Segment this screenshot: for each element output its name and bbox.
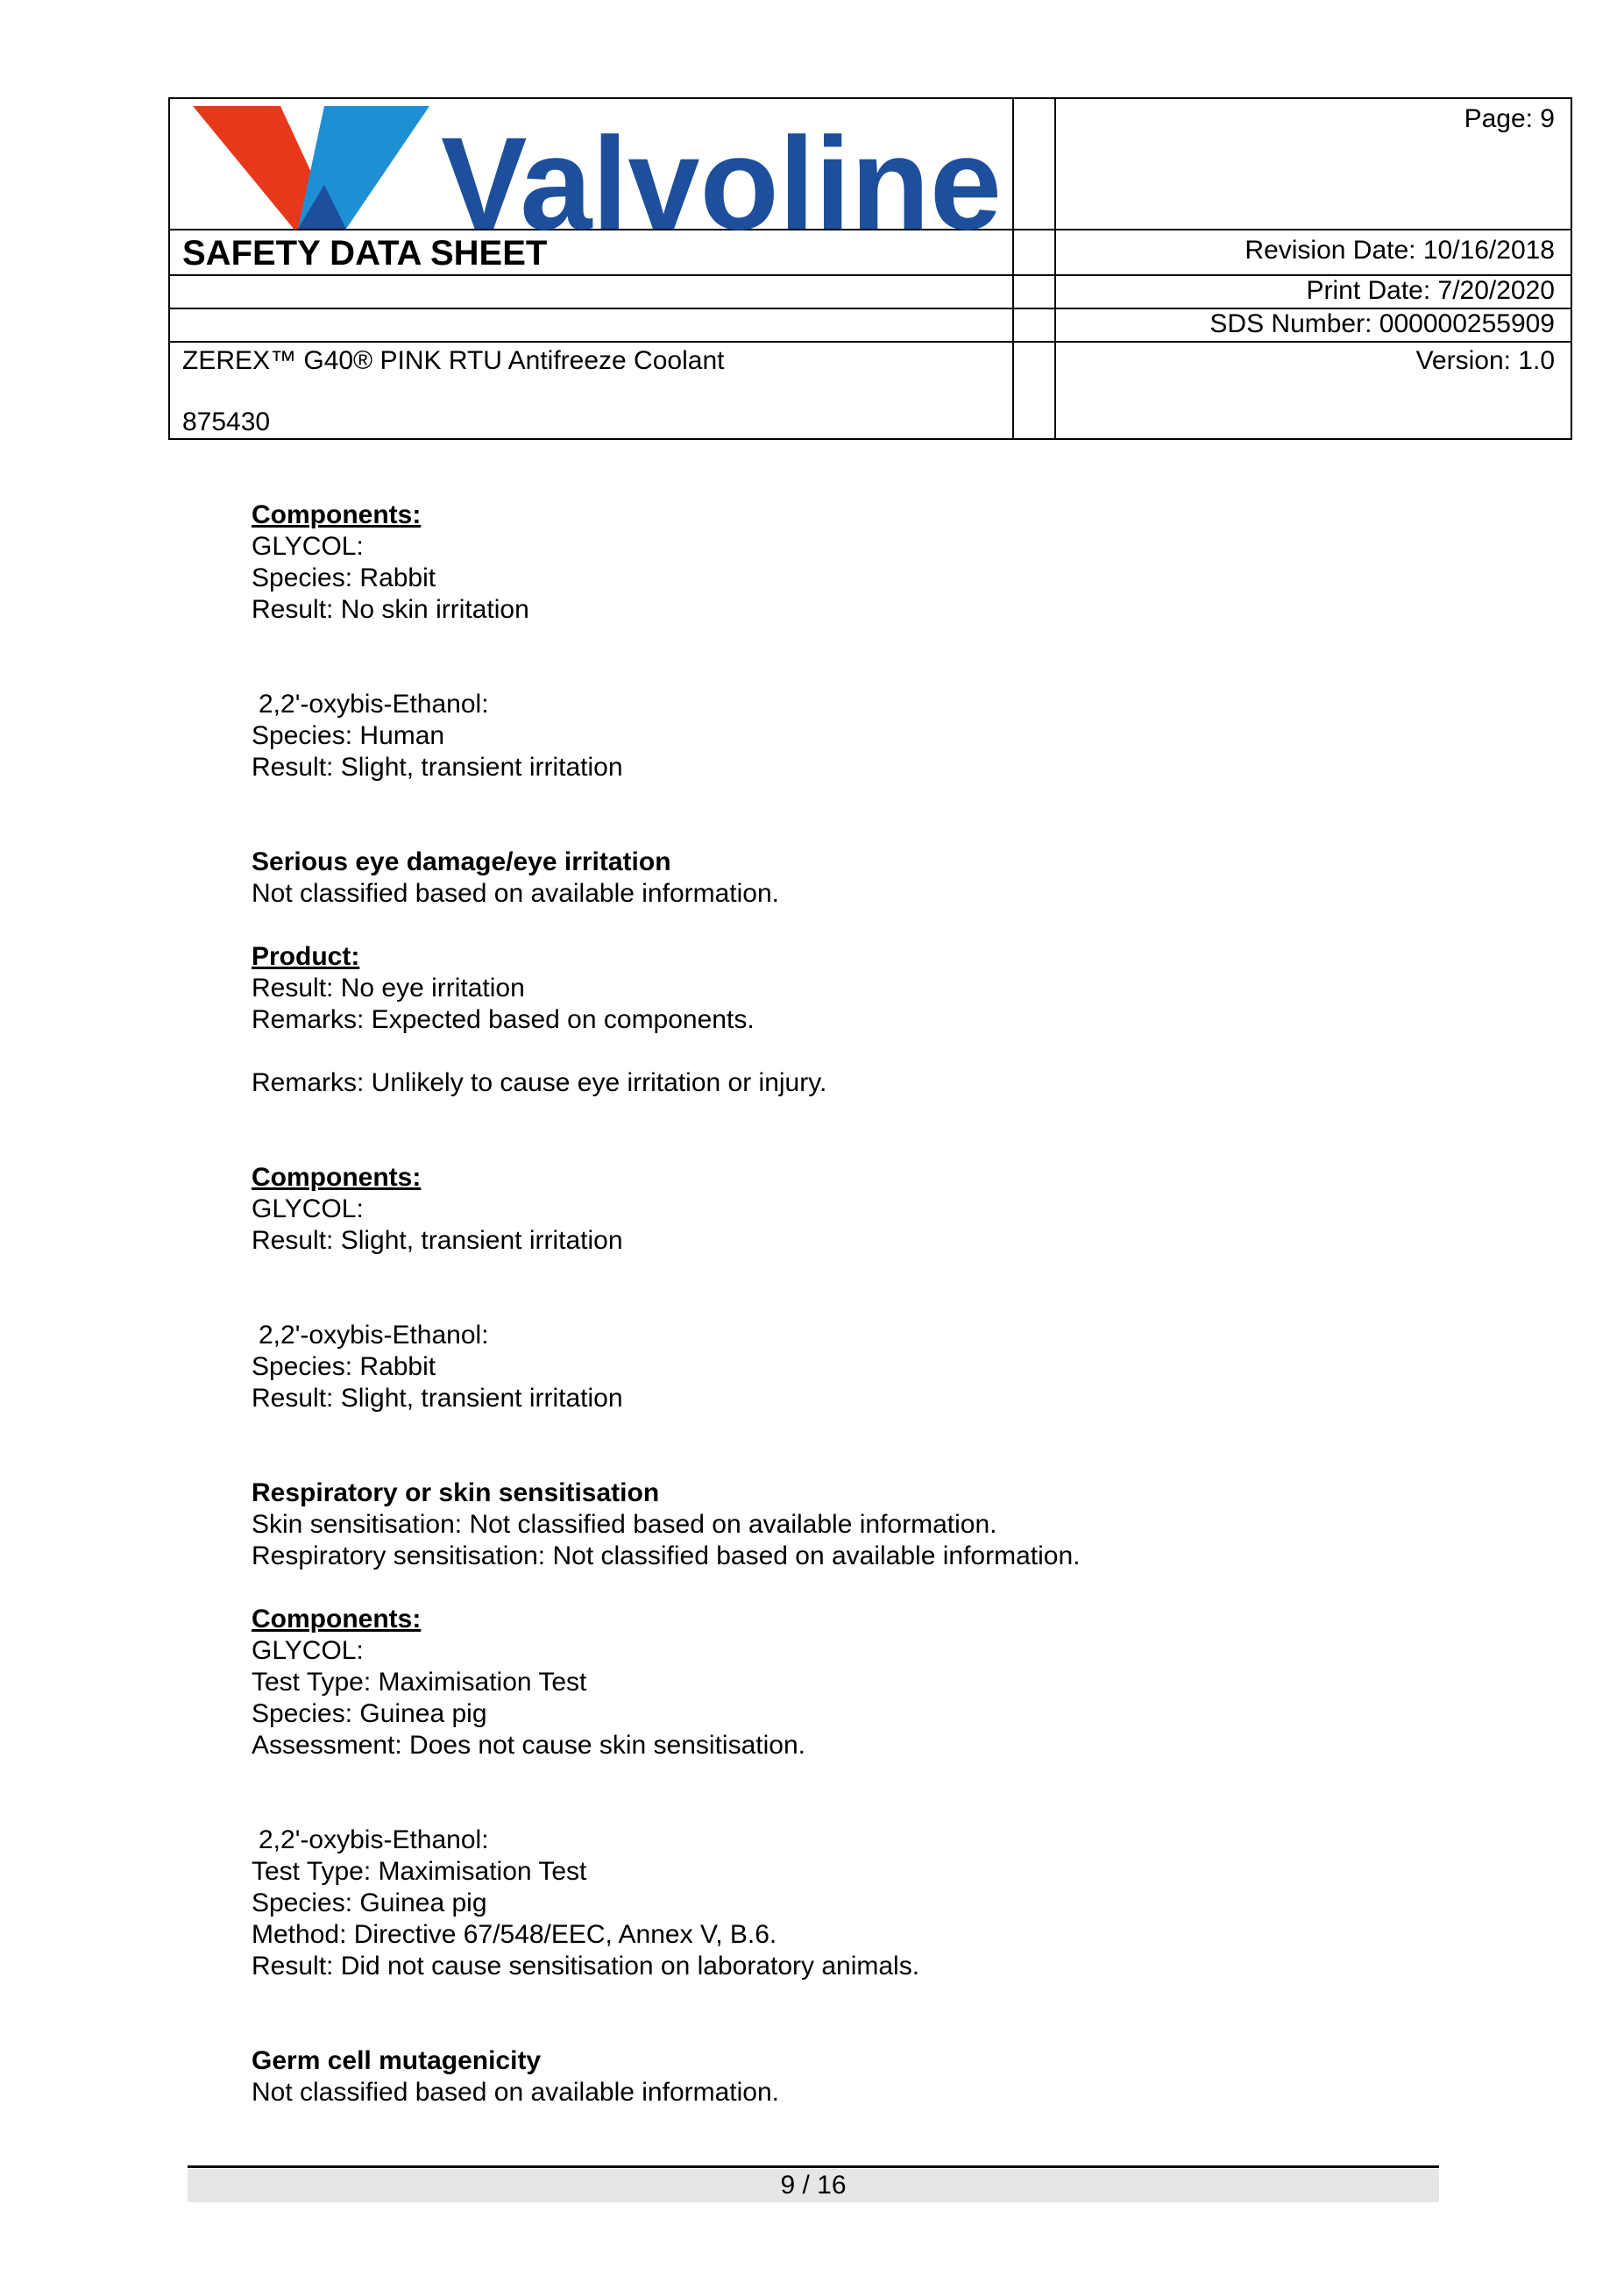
- component-name: 2,2'-oxybis-Ethanol:: [259, 1825, 489, 1854]
- header-spacer-3: [1013, 275, 1055, 308]
- classification: Not classified based on available information.: [252, 2078, 780, 2107]
- components-heading: Components:: [252, 500, 422, 529]
- sensitisation-section: [252, 1478, 1549, 1982]
- header-spacer-5: [1013, 342, 1055, 439]
- page-number: Page: 9: [1055, 98, 1571, 230]
- revision-date: Revision Date: 10/16/2018: [1055, 230, 1571, 275]
- species: Species: Rabbit: [252, 563, 436, 592]
- component-name: 2,2'-oxybis-Ethanol:: [259, 690, 489, 719]
- test-type: Test Type: Maximisation Test: [252, 1668, 587, 1697]
- respiratory-sensitisation: Respiratory sensitisation: Not classified based on available information.: [252, 1541, 1081, 1570]
- print-date: Print Date: 7/20/2020: [1055, 275, 1571, 308]
- header-spacer-2: [1013, 230, 1055, 275]
- header-spacer-1: [1013, 98, 1055, 230]
- species: Species: Human: [252, 721, 445, 750]
- component-name: GLYCOL:: [252, 532, 364, 561]
- result: Result: Did not cause sensitisation on laboratory animals.: [252, 1952, 920, 1981]
- section-heading: Respiratory or skin sensitisation: [252, 1478, 660, 1507]
- species: Species: Guinea pig: [252, 1699, 487, 1728]
- sds-number: SDS Number: 000000255909: [1055, 308, 1571, 342]
- species: Species: Guinea pig: [252, 1889, 487, 1917]
- valvoline-logo: [193, 102, 1008, 231]
- section-heading: Serious eye damage/eye irritation: [252, 847, 671, 876]
- result: Result: Slight, transient irritation: [252, 1226, 623, 1255]
- footer-divider: [188, 2165, 1439, 2168]
- product-info: [169, 342, 1013, 439]
- header-spacer-4: [1013, 308, 1055, 342]
- result: Result: No eye irritation: [252, 974, 525, 1003]
- test-type: Test Type: Maximisation Test: [252, 1857, 587, 1886]
- components-heading: Components:: [252, 1605, 422, 1633]
- component-name: 2,2'-oxybis-Ethanol:: [259, 1321, 489, 1350]
- page-content: [252, 500, 1549, 2108]
- skin-irritation-components: [252, 500, 1549, 783]
- classification: Not classified based on available information.: [252, 879, 780, 908]
- version: Version: 1.0: [1055, 342, 1571, 439]
- component-name: GLYCOL:: [252, 1194, 364, 1223]
- header-empty-row-2: [169, 308, 1013, 342]
- assessment: Assessment: Does not cause skin sensitisation.: [252, 1731, 805, 1760]
- document-title: SAFETY DATA SHEET: [169, 230, 1013, 275]
- section-heading: Germ cell mutagenicity: [252, 2046, 542, 2075]
- product-name: ZEREX™ G40® PINK RTU Antifreeze Coolant: [182, 346, 725, 375]
- logo-cell: [169, 98, 1013, 230]
- result: Result: Slight, transient irritation: [252, 1384, 623, 1413]
- sds-header: [168, 97, 1572, 440]
- component-name: GLYCOL:: [252, 1636, 364, 1665]
- product-heading: Product:: [252, 942, 360, 971]
- footer-page-count: 9 / 16: [188, 2169, 1439, 2202]
- skin-sensitisation: Skin sensitisation: Not classified based on available information.: [252, 1510, 997, 1539]
- product-code: 875430: [182, 407, 271, 436]
- species: Species: Rabbit: [252, 1352, 436, 1381]
- remarks: Remarks: Unlikely to cause eye irritation or injury.: [252, 1068, 827, 1097]
- components-heading: Components:: [252, 1163, 422, 1192]
- logo-wordmark: Valvoline: [441, 110, 1002, 231]
- remarks: Remarks: Expected based on components.: [252, 1005, 755, 1034]
- eye-irritation-section: [252, 847, 1549, 1414]
- header-empty-row: [169, 275, 1013, 308]
- result: Result: Slight, transient irritation: [252, 753, 623, 782]
- mutagenicity-section: [252, 2045, 1549, 2108]
- method: Method: Directive 67/548/EEC, Annex V, B.6.: [252, 1920, 777, 1949]
- result: Result: No skin irritation: [252, 595, 529, 624]
